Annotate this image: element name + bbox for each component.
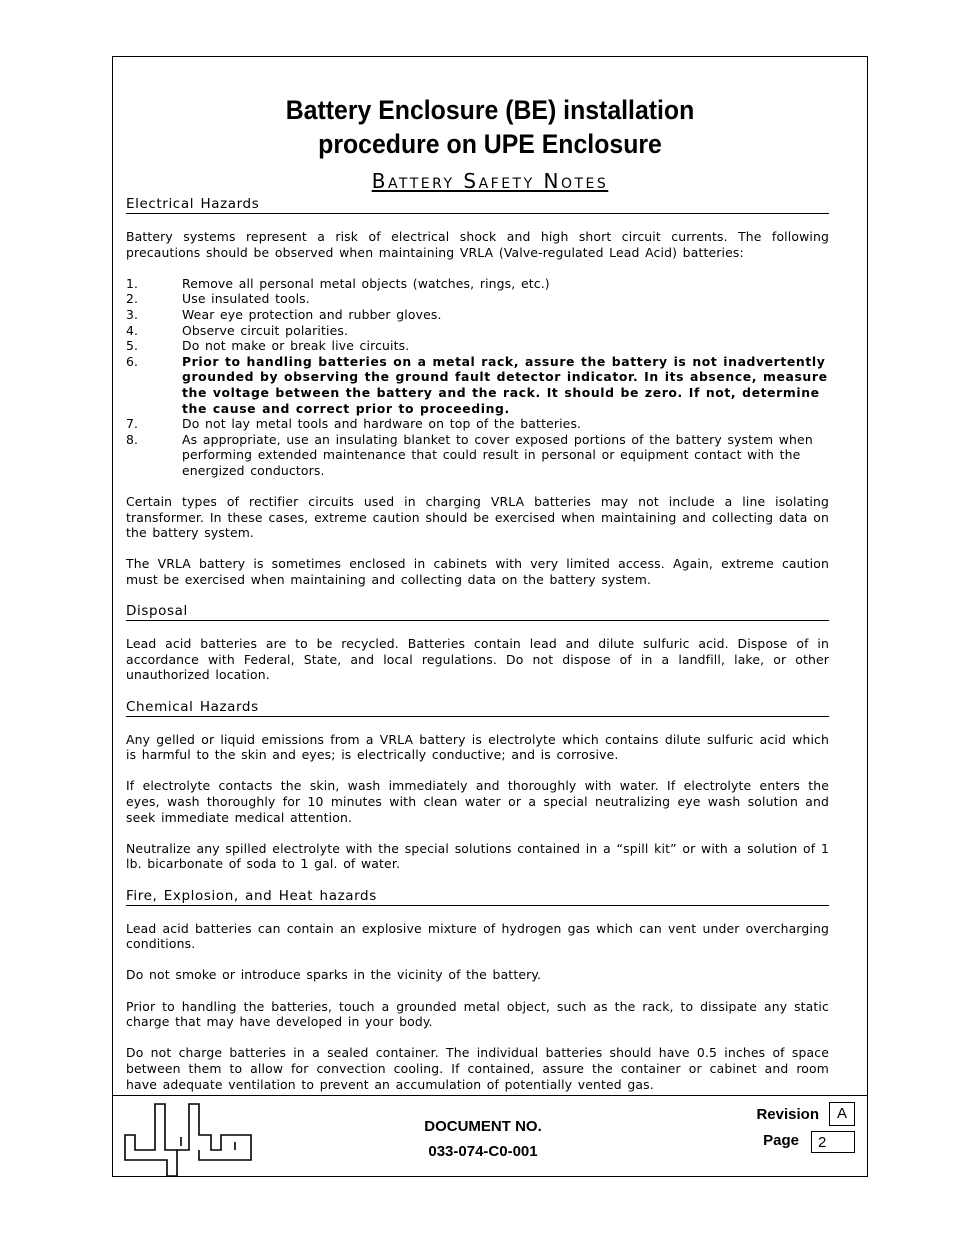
list-item (126, 338, 829, 354)
list-number: 4. (126, 322, 139, 338)
list-text: As appropriate, use an insulating blanket to cover exposed portions of the battery system when performing extended maintenance that could result in personal or equipment contact with the energized conductors. (182, 431, 813, 478)
list-number: 8. (126, 431, 139, 447)
disposal-heading: Disposal (126, 603, 829, 621)
list-item (126, 291, 829, 307)
title-line-2: procedure on UPE Enclosure (318, 129, 662, 159)
chemical-para-2: If electrolyte contacts the skin, wash immediately and thoroughly with water. If electrolyte enters the eyes, wash thoroughly for 10 minutes with clean water or a special neutralizing eye wash solution and seek immediate medical attention. (126, 778, 829, 825)
list-text: Use insulated tools. (182, 291, 310, 307)
electrical-intro: Battery systems represent a risk of electrical shock and high short circuit currents. The following precautions should be observed when maintaining VRLA (Valve-regulated Lead Acid) batteries: (126, 229, 829, 260)
list-number: 1. (126, 275, 139, 291)
company-logo-icon (123, 1102, 253, 1176)
revision-label: Revision (756, 1106, 819, 1123)
list-number: 5. (126, 338, 139, 354)
list-item (126, 276, 829, 292)
chemical-hazards-heading: Chemical Hazards (126, 699, 829, 717)
list-item (126, 307, 829, 323)
document-body (126, 196, 829, 1108)
list-item (126, 354, 829, 416)
fire-para-3: Prior to handling the batteries, touch a grounded metal object, such as the rack, to dissipate any static charge that may have developed in your body. (126, 998, 829, 1030)
electrical-para-3: The VRLA battery is sometimes enclosed in cabinets with very limited access. Again, extreme caution must be exercised when maintaining and collecting data on the battery system. (126, 556, 829, 588)
title-line-1: Battery Enclosure (BE) installation (285, 95, 695, 125)
list-text: Observe circuit polarities. (182, 322, 349, 338)
list-number: 7. (126, 416, 139, 432)
list-text: Wear eye protection and rubber gloves. (182, 306, 442, 322)
fire-para-1: Lead acid batteries can contain an explosive mixture of hydrogen gas which can vent under overcharging conditions. (126, 920, 829, 952)
list-number: 2. (126, 291, 139, 307)
chemical-para-1: Any gelled or liquid emissions from a VRLA battery is electrolyte which contains dilute sulfuric acid which is harmful to the skin and eyes; is electrically conductive; and is corrosive. (126, 731, 829, 763)
page-frame (112, 56, 868, 1177)
document-number: 033-074-C0-001 (428, 1143, 538, 1160)
page-number: 2 (811, 1131, 855, 1153)
page-label: Page (763, 1132, 799, 1149)
electrical-para-2: Certain types of rectifier circuits used in charging VRLA batteries may not include a line isolating transformer. In these cases, extreme caution should be exercised when maintaining and collecting data on the battery system. (126, 494, 829, 541)
fire-para-4: Do not charge batteries in a sealed container. The individual batteries should have 0.5 inches of space between them to allow for convection cooling. If contained, assure the container or cabinet and room have adequate ventilation to prevent an accumulation of potentially vented gas. (126, 1045, 829, 1092)
list-item (126, 416, 829, 432)
list-text: Do not make or break live circuits. (182, 338, 410, 354)
list-item (126, 323, 829, 339)
electrical-hazards-heading: Electrical Hazards (126, 196, 829, 214)
disposal-para-1: Lead acid batteries are to be recycled. Batteries contain lead and dilute sulfuric acid. Dispose of in accordance with Federal, State, and local regulations. Do not dispose of in a landfill, lake, or other unauthorized location. (126, 636, 829, 683)
document-footer (113, 1095, 867, 1178)
list-text: Remove all personal metal objects (watches, rings, etc.) (182, 275, 550, 291)
section-subtitle: Battery Safety Notes (371, 169, 609, 193)
list-text-warning: Prior to handling batteries on a metal rack, assure the battery is not inadvertently grounded by observing the ground fault detector indicator. In its absence, measure the voltage between the battery and the rack. It should be zero. If not, determine the cause and correct prior to proceeding. (182, 353, 828, 416)
fire-para-2: Do not smoke or introduce sparks in the vicinity of the battery. (126, 967, 542, 983)
list-number: 3. (126, 306, 139, 322)
document-title (143, 93, 837, 161)
fire-hazards-heading: Fire, Explosion, and Heat hazards (126, 888, 829, 906)
document-number-label: DOCUMENT NO. (424, 1118, 542, 1135)
document-number-block (413, 1114, 553, 1164)
precautions-list (126, 276, 829, 479)
chemical-para-3: Neutralize any spilled electrolyte with the special solutions contained in a “spill kit” or with a solution of 1 lb. bicarbonate of soda to 1 gal. of water. (126, 840, 829, 872)
list-item (126, 432, 829, 479)
list-text: Do not lay metal tools and hardware on top of the batteries. (182, 416, 582, 432)
revision-value: A (829, 1102, 855, 1126)
list-number: 6. (126, 353, 139, 369)
